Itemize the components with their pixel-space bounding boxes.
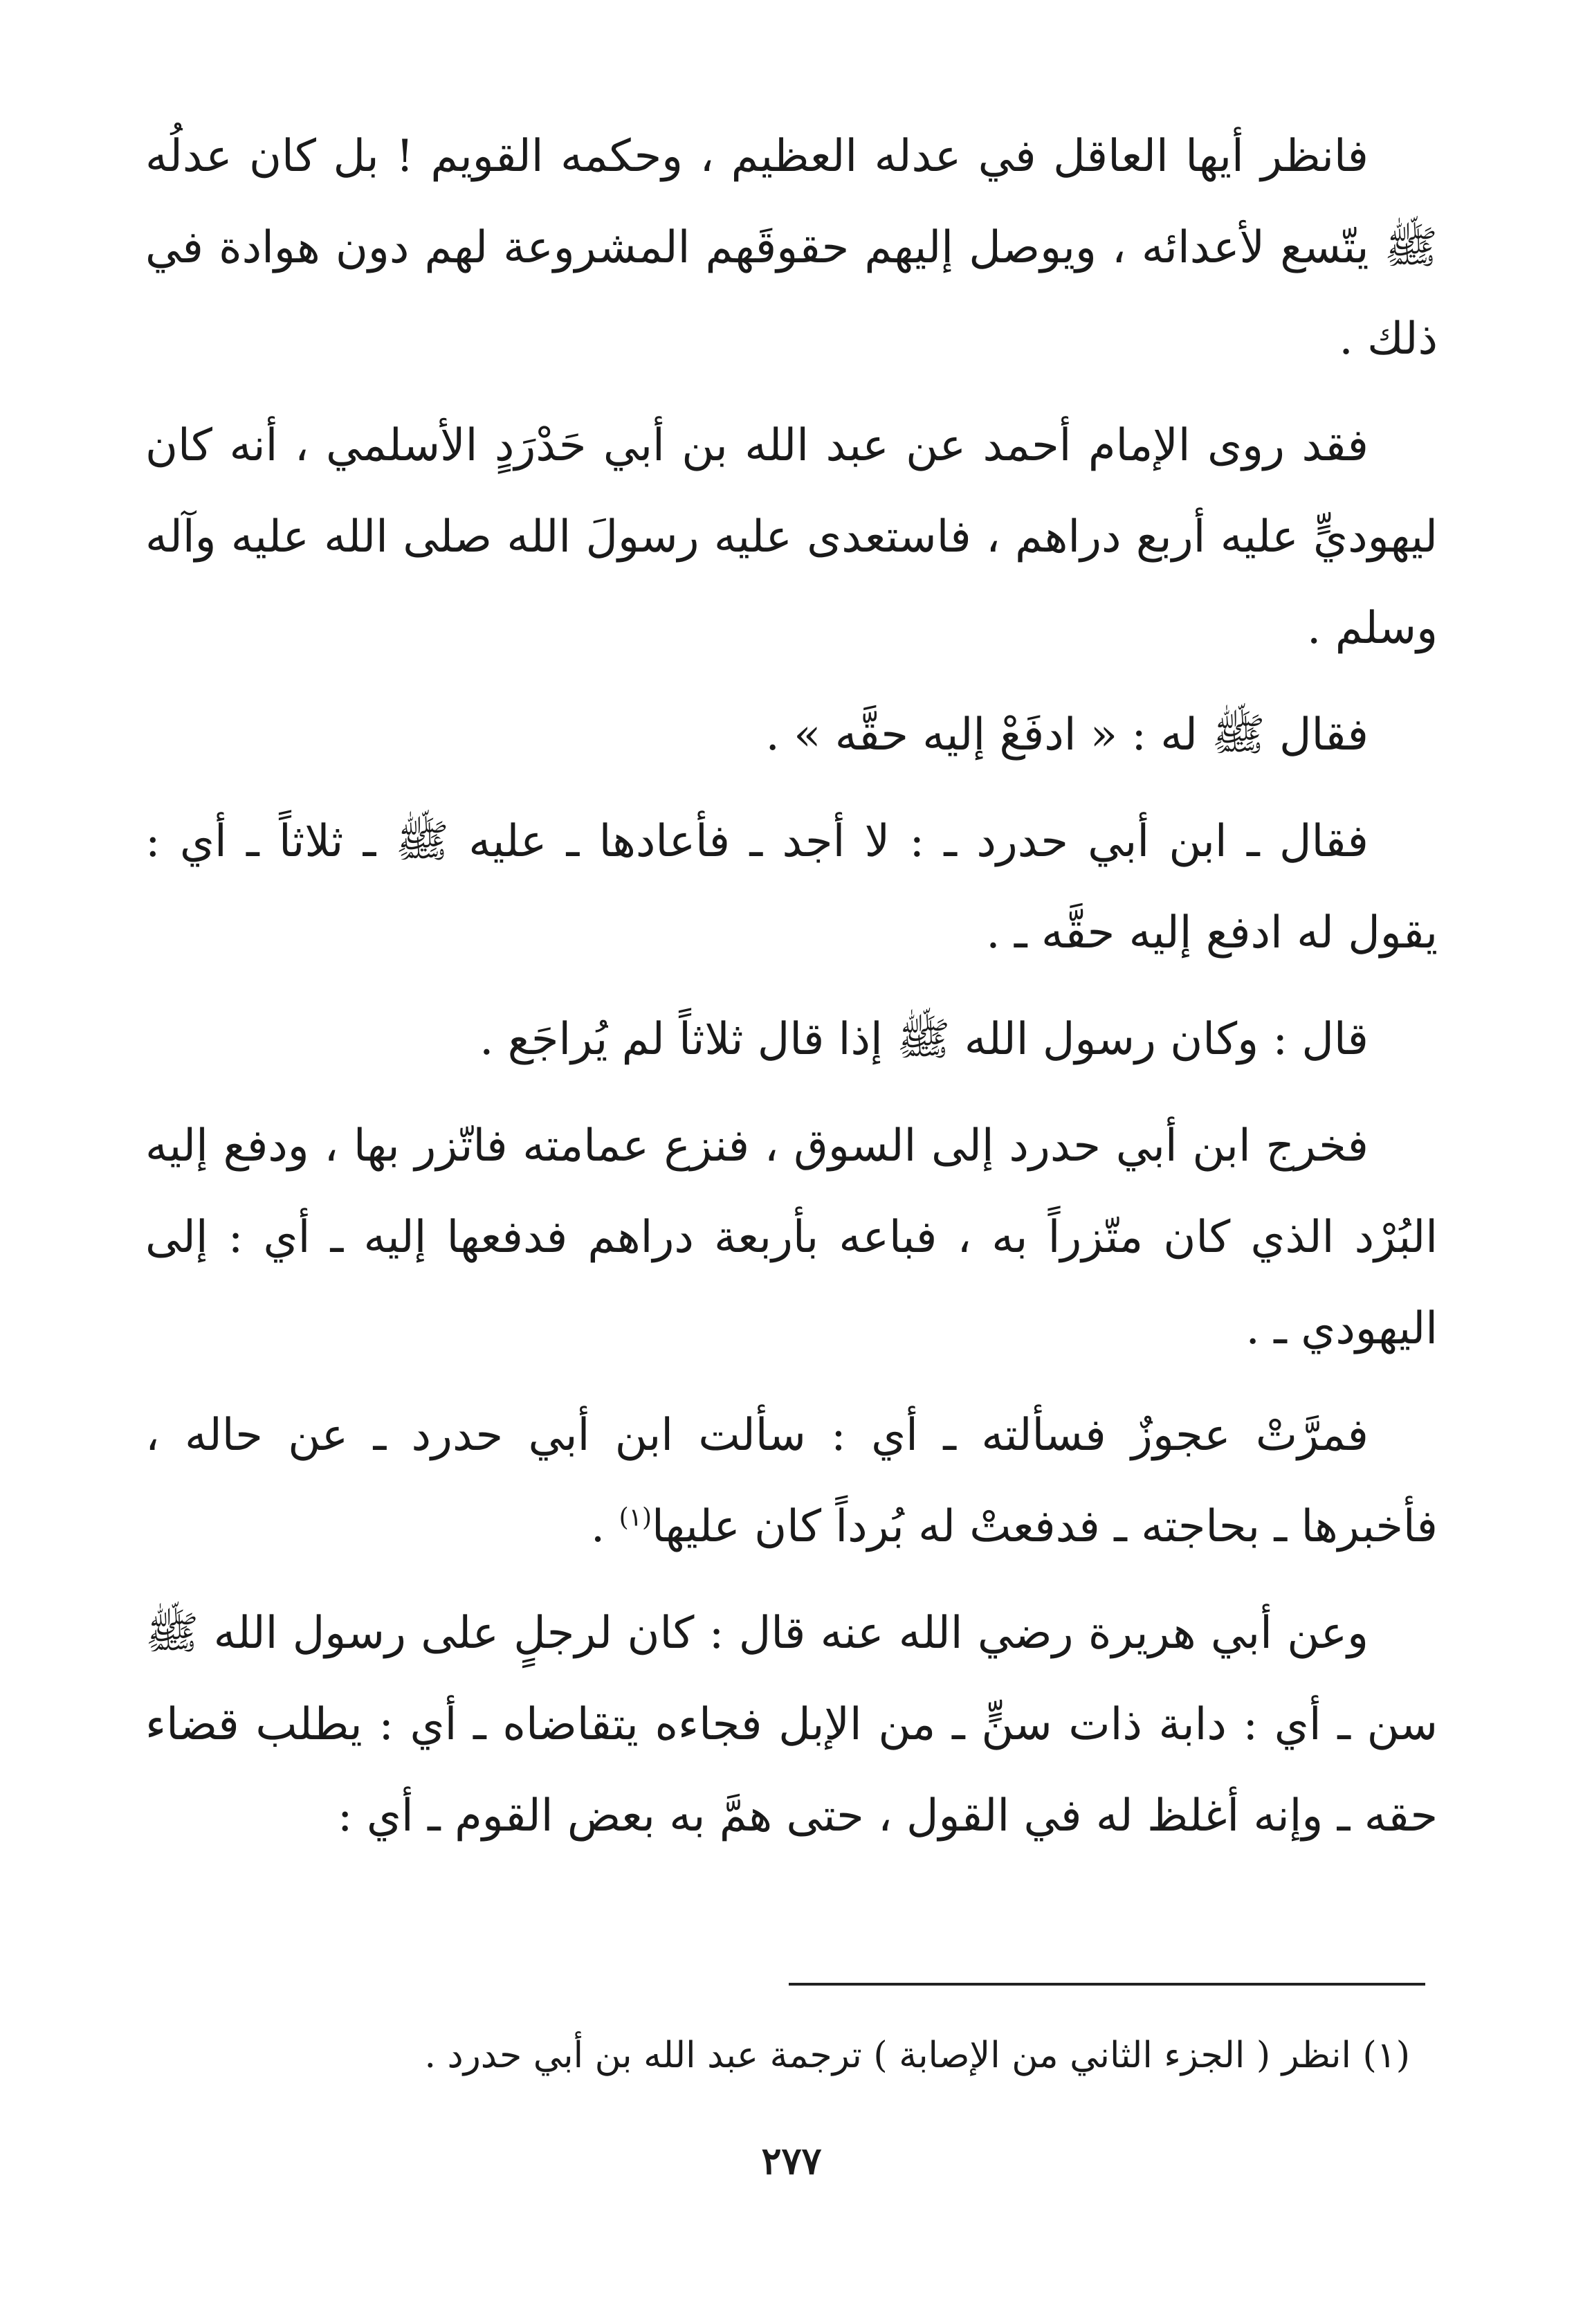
main-text (145, 111, 1438, 1862)
page-number: ٢٧٧ (761, 2139, 822, 2183)
paragraph-2: فقد روى الإمام أحمد عن عبد الله بن أبي حَدْرَدٍ الأسلمي ، أنه كان ليهوديٍّ عليه أربع دراهم ، فاستعدى عليه رسولَ الله صلى الله عليه وآله وسلم . (145, 420, 1438, 654)
paragraph-5: قال : وكان رسول الله ﷺ إذا قال ثلاثاً لم يُراجَع . (479, 1014, 1369, 1065)
paragraph-3: فقال ﷺ له : « ادفَعْ إليه حقَّه » . (765, 709, 1369, 761)
paragraph-7-text: فمرَّتْ عجوزٌ فسألته ـ أي : سألت ابن أبي حدرد ـ عن حاله ، فأخبرها ـ بحاجته ـ فدفعتْ له بُرداً كان عليها (145, 1410, 1438, 1552)
paragraph-8: وعن أبي هريرة رضي الله عنه قال : كان لرجلٍ على رسول الله ﷺ سن ـ أي : دابة ذات سنٍّ ـ من الإبل فجاءه يتقاضاه ـ أي : يطلب قضاء حقه ـ وإنه أغلظ له في القول ، حتى همَّ به بعض القوم ـ أي : (145, 1608, 1438, 1842)
footnote-marker[interactable]: (١) (619, 1503, 652, 1532)
paragraph-6: فخرج ابن أبي حدرد إلى السوق ، فنزع عمامته فاتّزر بها ، ودفع إليه البُرْد الذي كان متّزراً به ، فباعه بأربعة دراهم فدفعها إليه ـ أي : إلى اليهودي ـ . (145, 1120, 1438, 1354)
footnote-divider (789, 1983, 1425, 1986)
paragraph-7-end: . (590, 1501, 619, 1552)
paragraph-1: فانظر أيها العاقل في عدله العظيم ، وحكمه القويم ! بل كان عدلُه ﷺ يتّسع لأعدائه ، ويوصل إليهم حقوقَهم المشروعة لهم دون هوادة في ذلك . (145, 131, 1438, 365)
footnote: (١) انظر ( الجزء الثاني من الإصابة ) ترجمة عبد الله بن أبي حدرد . (424, 2035, 1410, 2076)
paragraph-7 (145, 1390, 1438, 1572)
paragraph-4: فقال ـ ابن أبي حدرد ـ : لا أجد ـ فأعادها ـ عليه ﷺ ـ ثلاثاً ـ أي : يقول له ادفع إليه حقَّه ـ . (145, 816, 1438, 959)
